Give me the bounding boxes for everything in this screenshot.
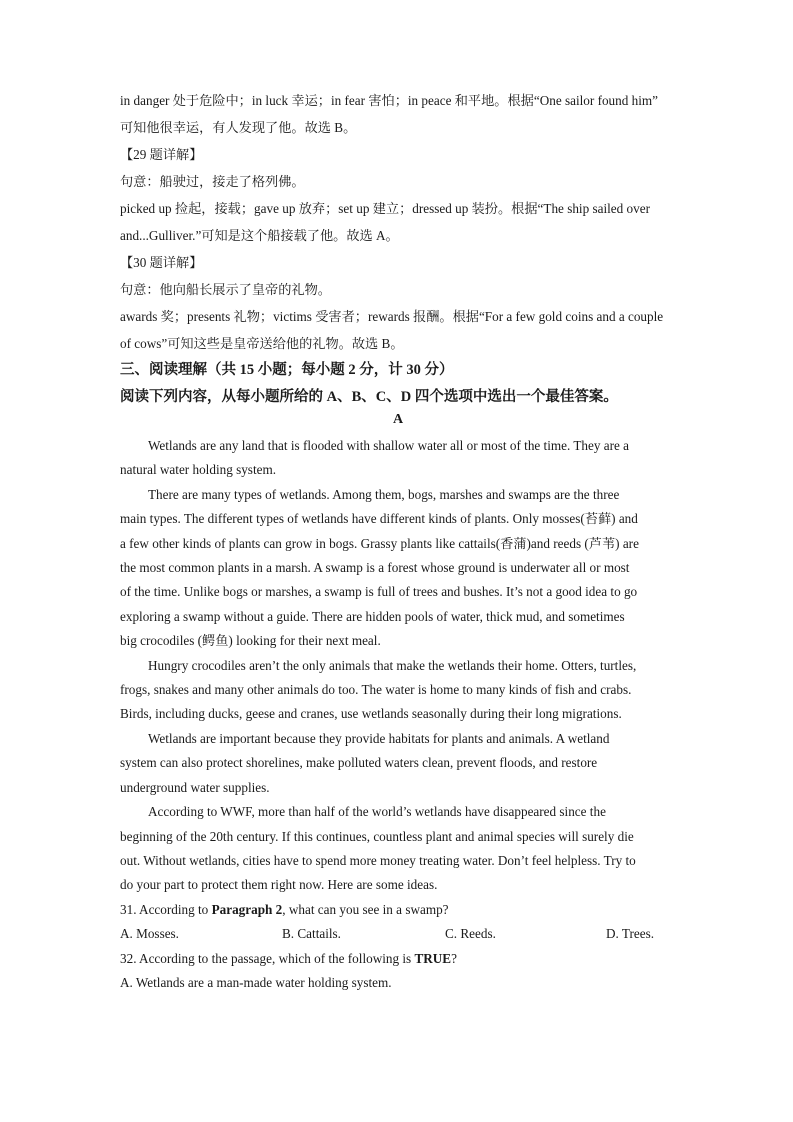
passage	[120, 434, 676, 898]
passage-line: a few other kinds of plants can grow in bogs. Grassy plants like cattails(香蒲)and reeds (芦苇) are	[120, 535, 639, 551]
question-32	[120, 947, 676, 971]
section-instruction: 阅读下列内容，从每小题所给的 A、B、C、D 四个选项中选出一个最佳答案。	[120, 389, 618, 405]
passage-line: exploring a swamp without a guide. There are hidden pools of water, thick mud, and sometimes	[120, 608, 625, 624]
question-32-prefix: 32. According to the passage, which of the following is	[120, 950, 415, 966]
option-d: D. Trees.	[606, 926, 654, 942]
passage-line: of the time. Unlike bogs or marshes, a swamp is full of trees and bushes. It’s not a good idea to go	[120, 584, 638, 600]
passage-line: Wetlands are important because they provide habitats for plants and animals. A wetland	[148, 730, 610, 746]
q28-explanation-line-2: 可知他很幸运，有人发现了他。故选 B。	[120, 120, 357, 135]
passage-line: main types. The different types of wetlands have different kinds of plants. Only mosses(苔藓) and	[120, 511, 638, 527]
passage-line: Hungry crocodiles aren’t the only animals that make the wetlands their home. Otters, turtles,	[148, 657, 637, 673]
option-b: B. Cattails.	[282, 926, 341, 942]
section-title: 三、阅读理解（共 15 小题；每小题 2 分，计 30 分）	[120, 362, 454, 378]
option-c: C. Reeds.	[445, 926, 496, 942]
question-31-suffix: , what can you see in a swamp?	[282, 901, 449, 917]
question-31	[120, 898, 676, 922]
passage-line: out. Without wetlands, cities have to spend more money treating water. Don’t feel helpless. Try to	[120, 852, 636, 868]
passage-line: system can also protect shorelines, make polluted waters clean, prevent floods, and restore	[120, 755, 598, 771]
q29-explanation-line-2: and...Gulliver.”可知是这个船接载了他。故选 A。	[120, 228, 399, 243]
passage-line: the most common plants in a marsh. A swamp is a forest whose ground is underwater all or most	[120, 560, 630, 576]
option-a: A. Mosses.	[120, 926, 179, 942]
q29-title: 【29 题详解】	[120, 147, 203, 162]
passage-line: do your part to protect them right now. Here are some ideas.	[120, 877, 438, 893]
q30-explanation-line-1: awards 奖；presents 礼物；victims 受害者；rewards 报酬。根据“For a few gold coins and a couple	[120, 309, 664, 324]
question-31-emphasis: Paragraph 2	[211, 901, 283, 917]
question-32-option-a: A. Wetlands are a man-made water holding system.	[120, 974, 392, 990]
question-31-options	[120, 922, 676, 946]
question-32-suffix: ?	[451, 950, 457, 966]
passage-line: natural water holding system.	[120, 462, 277, 478]
passage-line: underground water supplies.	[120, 779, 270, 795]
question-31-prefix: 31. According to	[120, 901, 212, 917]
passage-line: According to WWF, more than half of the world’s wetlands have disappeared since the	[148, 804, 606, 820]
q29-explanation-line-1: picked up 捡起，接载；gave up 放弃；set up 建立；dressed up 装扮。根据“The ship sailed over	[120, 201, 650, 216]
question-32-emphasis: TRUE	[414, 950, 452, 966]
passage-line: Birds, including ducks, geese and cranes, use wetlands seasonally during their long migrations.	[120, 706, 622, 722]
passage-label: A	[392, 412, 404, 427]
q30-explanation-line-2: of cows”可知这些是皇帝送给他的礼物。故选 B。	[120, 336, 404, 351]
q30-meaning: 句意：他向船长展示了皇帝的礼物。	[120, 282, 331, 297]
passage-line: There are many types of wetlands. Among them, bogs, marshes and swamps are the three	[148, 486, 620, 502]
content-area	[120, 92, 676, 995]
q28-explanation-line-1: in danger 处于危险中；in luck 幸运；in fear 害怕；in peace 和平地。根据“One sailor found him”	[120, 93, 659, 108]
q30-title: 【30 题详解】	[120, 255, 203, 270]
q29-meaning: 句意：船驶过，接走了格列佛。	[120, 174, 305, 189]
passage-line: beginning of the 20th century. If this continues, countless plant and animal species will surely die	[120, 828, 634, 844]
passage-line: Wetlands are any land that is flooded with shallow water all or most of the time. They are a	[148, 438, 629, 453]
passage-line: frogs, snakes and many other animals do too. The water is home to many kinds of fish and crabs.	[120, 682, 632, 698]
passage-line: big crocodiles (鳄鱼) looking for their next meal.	[120, 633, 381, 649]
